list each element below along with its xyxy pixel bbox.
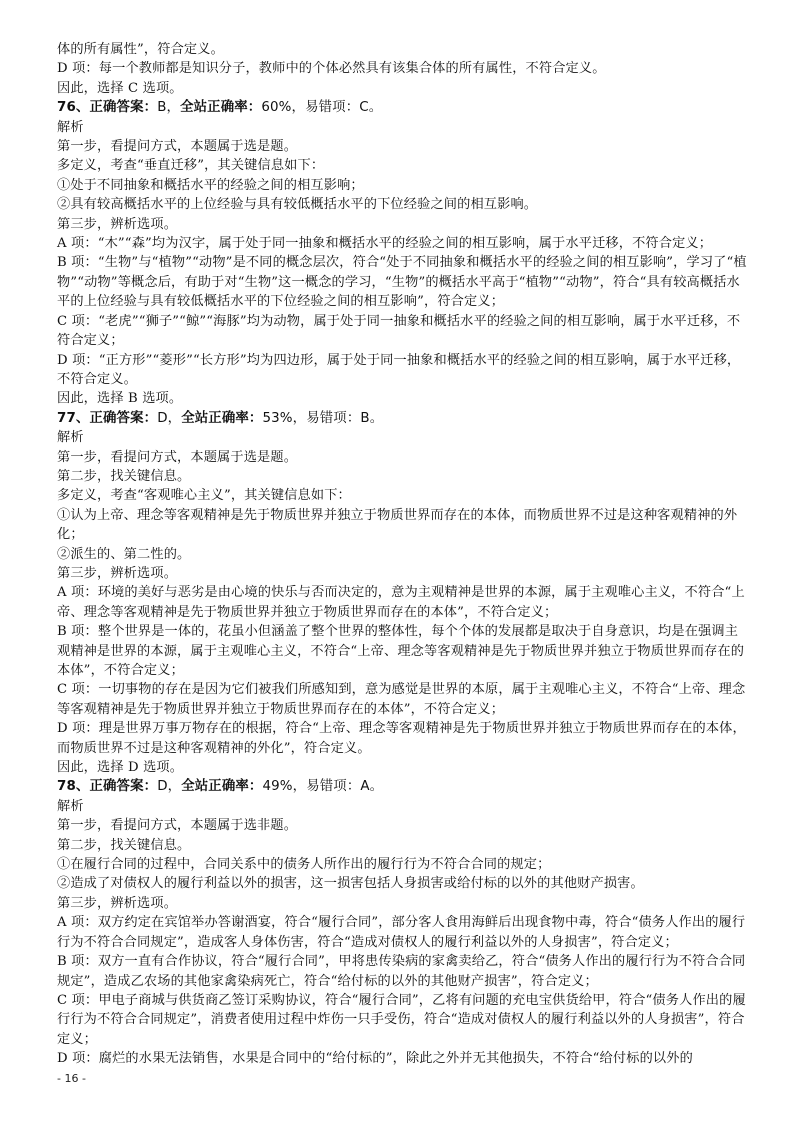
text-line: 解析 [57,798,84,814]
text-line: A 项：环境的美好与恶劣是由心境的快乐与否而决定的，意为主观精神是世界的本源，属于主观唯心主义，不符合“上帝、理念等客观精神是先于物质世界并独立于物质世界而存在的本体”，不符合定义； [57,585,745,620]
answer-heading [57,777,747,796]
rate-value: 53%，易错项：B。 [262,410,384,426]
text-line: 第三步，辨析选项。 [57,216,178,232]
answer-heading [57,409,747,428]
text-line: ①在履行合同的过程中，合同关系中的债务人所作出的履行行为不符合合同的规定； [57,857,551,873]
answer-value: D， [157,410,182,426]
text-line: 解析 [57,430,84,446]
text-line: ①认为上帝、理念等客观精神是先于物质世界并独立于物质世界而存在的本体，而物质世界不过是这种客观精神的外化； [57,507,738,543]
text-line: B 项：整个世界是一体的，花虽小但涵盖了整个世界的整体性，每个个体的发展都是取决于自身意识，均是在强调主观精神是世界的本源，属于主观唯心主义，不符合“上帝、理念等客观精神是先于物质世界并独立于物质世界而存在的本体”，不符合定义； [57,624,745,678]
text-line: A 项：“木”“森”均为汉字，属于处于同一抽象和概括水平的经验之间的相互影响，属于水平迁移，不符合定义； [57,236,713,252]
text-line: C 项：“老虎”“狮子”“鲸”“海豚”均为动物，属于处于同一抽象和概括水平的经验之间的相互影响，属于水平迁移，不符合定义； [57,313,741,349]
text-line: ②派生的、第二性的。 [57,546,191,562]
text-line: 第一步，看提问方式，本题属于选非题。 [57,818,298,834]
text-line: D 项：“正方形”“菱形”“长方形”均为四边形，属于处于同一抽象和概括水平的经验之间的相互影响，属于水平迁移，不符合定义。 [57,352,741,387]
text-line: 第三步，辨析选项。 [57,895,178,911]
rate-label: 全站正确率： [181,410,263,426]
text-line: ②具有较高概括水平的上位经验与具有较低概括水平的下位经验之间的相互影响。 [57,197,538,213]
text-line: ②造成了对债权人的履行利益以外的损害，这一损害包括人身损害或给付标的以外的其他财产损害。 [57,876,644,892]
text-line: D 项：理是世界万事万物存在的根据，符合“上帝、理念等客观精神是先于物质世界并独立于物质世界而存在的本体，而物质世界不过是这种客观精神的外化”，符合定义。 [57,721,746,756]
question-number: 76、正确答案： [57,100,158,116]
text-line: 第三步，辨析选项。 [57,565,178,581]
text-line: 因此，选择 D 选项。 [57,760,184,776]
answer-value: B， [157,100,181,116]
page-number: - 16 - [57,1072,86,1085]
text-line: A 项：双方约定在宾馆举办答谢酒宴，符合“履行合同”，部分客人食用海鲜后出现食物中毒，符合“债务人作出的履行行为不符合合同规定”，造成客人身体伤害，符合“造成对债权人的履行利益以外的人身损害”，符合定义； [57,915,746,950]
text-line: D 项：每一个教师都是知识分子，教师中的个体必然具有该集合体的所有属性，不符合定义。 [57,61,606,77]
text-line: C 项：甲电子商城与供货商乙签订采购协议，符合“履行合同”，乙将有问题的充电宝供货给甲，符合“债务人作出的履行行为不符合合同规定”，消费者使用过程中炸伤一只手受伤，符合“造成对债权人的履行利益以外的人身损害”，符合定义； [57,992,746,1047]
text-line: 多定义，考查“垂直迁移”，其关键信息如下： [57,158,325,174]
text-line: D 项：腐烂的水果无法销售，水果是合同中的“给付标的”，除此之外并无其他损失，不符合“给付标的以外的 [57,1051,693,1067]
text-line: B 项：双方一直有合作协议，符合“履行合同”，甲将患传染病的家禽卖给乙，符合“债务人作出的履行行为不符合合同规定”，造成乙农场的其他家禽染病死亡，符合“给付标的以外的其他财产损害”，符合定义； [57,954,746,989]
rate-label: 全站正确率： [181,779,263,795]
text-line: 第一步，看提问方式，本题属于选是题。 [57,139,298,155]
rate-label: 全站正确率： [180,100,262,116]
rate-value: 60%，易错项：C。 [261,100,383,116]
text-line: 体的所有属性”，符合定义。 [57,42,224,57]
text-line: 解析 [57,119,84,135]
text-line: 因此，选择 B 选项。 [57,391,183,407]
question-number: 78、正确答案： [57,779,158,795]
answer-value: D， [157,779,182,795]
text-line: 第二步，找关键信息。 [57,468,191,484]
document-page [57,40,747,1069]
question-number: 77、正确答案： [57,410,158,426]
question-78 [57,777,747,1068]
text-line: 多定义，考查“客观唯心主义”，其关键信息如下： [57,488,351,504]
answer-heading [57,98,747,117]
text-line: 因此，选择 C 选项。 [57,80,183,96]
text-line: B 项：“生物”与“植物”“动物”是不同的概念层次，符合“处于不同抽象和概括水平的经验之间的相互影响”，学习了“植物”“动物”等概念后，有助于对“生物”这一概念的学习，“生物”的概括水平高于“植物”“动物”，符合“具有较高概括水平的上位经验与具有较低概括水平的下位经验之间的相互影响”，符合定义； [57,255,747,310]
text-line: 第一步，看提问方式，本题属于选是题。 [57,449,298,465]
text-line: ①处于不同抽象和概括水平的经验之间的相互影响； [57,177,364,193]
question-77 [57,409,747,778]
intro-section [57,40,747,98]
question-76 [57,98,747,409]
rate-value: 49%，易错项：A。 [262,779,384,795]
text-line: C 项：一切事物的存在是因为它们被我们所感知到，意为感觉是世界的本原，属于主观唯心主义，不符合“上帝、理念等客观精神是先于物质世界并独立于物质世界而存在的本体”，不符合定义； [57,682,746,717]
text-line: 第二步，找关键信息。 [57,837,191,853]
